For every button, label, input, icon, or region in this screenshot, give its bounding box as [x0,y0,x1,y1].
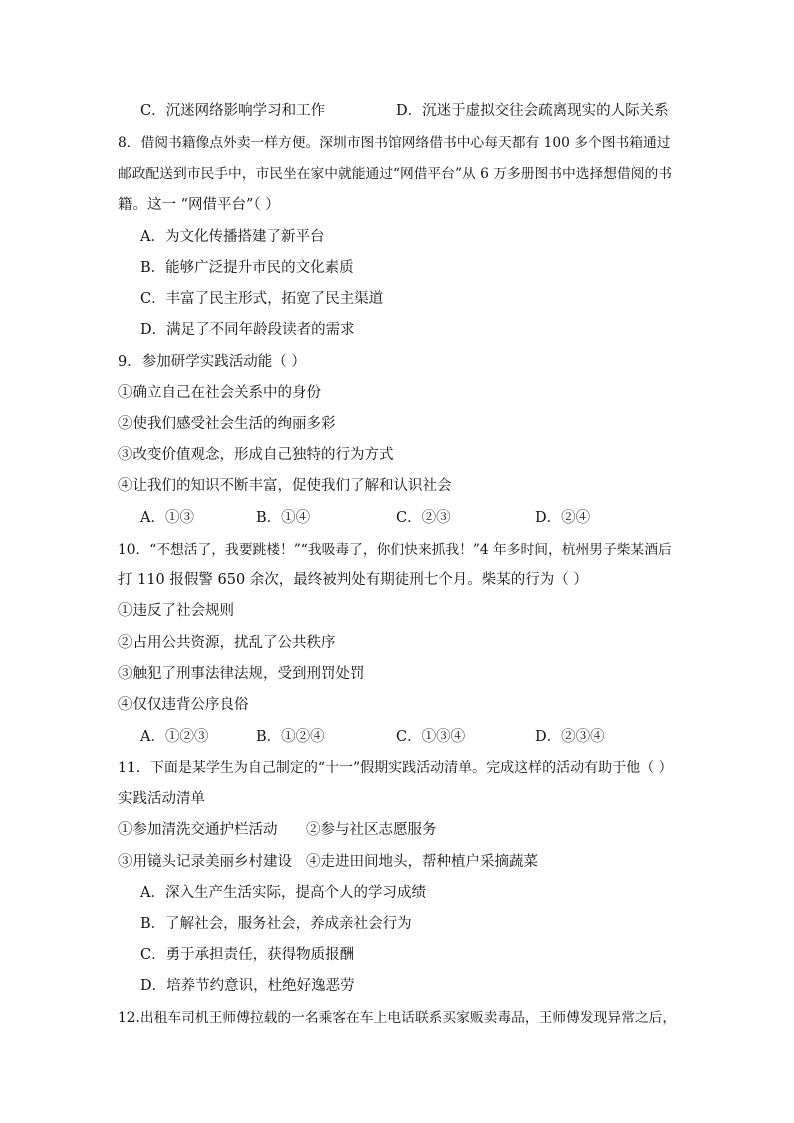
q9-choice-b: B．①④ [256,510,311,526]
q8-option-d: D．满足了不同年龄段读者的需求 [140,322,355,338]
q10-choices [0,727,794,747]
q8-option-a: A．为文化传播搭建了新平台 [140,229,325,245]
q8-stem-line-3: 籍。这一 “网借平台”（ ） [118,197,280,213]
q8-stem-line-2: 邮政配送到市民手中，市民坐在家中就能通过“网借平台”从 6 万多册图书中选择想借阅的书 [118,166,673,182]
q10-item-4: ④仅仅违背公序良俗 [118,697,249,713]
q11-option-a: A．深入生产生活实际，提高个人的学习成绩 [140,885,426,901]
q9-choice-a: A．①③ [140,510,194,526]
q11-list-row-2 [0,852,794,872]
q10-item-1: ①违反了社会规则 [118,603,234,619]
q10-item-3: ③触犯了刑事法律法规，受到刑罚处罚 [118,666,365,682]
q10-stem-line-2: 打 110 报假警 650 余次，最终被判处有期徒刑七个月。柴某的行为（ ） [118,572,588,588]
q9-item-2: ②使我们感受社会生活的绚丽多彩 [118,416,336,432]
q12-stem-line-1: 12.出租车司机王师傅拉载的一名乘客在车上电话联系买家贩卖毒品，王师傅发现异常之后， [118,1010,677,1026]
q11-list-item-4: ④走进田间地头，帮种植户采摘蔬菜 [306,854,538,870]
q10-choice-d: D．②③④ [535,729,605,745]
q10-item-2: ②占用公共资源，扰乱了公共秩序 [118,635,336,651]
q9-choice-d: D．②④ [535,510,591,526]
q9-item-4: ④让我们的知识不断丰富，促使我们了解和认识社会 [118,478,452,494]
q10-choice-c: C．①③④ [396,729,466,745]
q11-list-row-1 [0,820,794,840]
q7-option-d: D．沉迷于虚拟交往会疏离现实的人际关系 [396,103,669,119]
q10-choice-b: B．①②④ [256,729,325,745]
q9-item-3: ③改变价值观念，形成自己独特的行为方式 [118,447,394,463]
q11-list-item-2: ②参与社区志愿服务 [306,822,437,838]
q8-option-b: B．能够广泛提升市民的文化素质 [140,260,354,276]
q11-list-item-3: ③用镜头记录美丽乡村建设 [118,854,292,870]
q11-list-item-1: ①参加清洗交通护栏活动 [118,822,278,838]
q10-stem-line-1: 10．“不想活了，我要跳楼！”“我吸毒了，你们快来抓我！”4 年多时间，杭州男子柴某酒后 [118,542,672,558]
q11-option-c: C．勇于承担责任，获得物质报酬 [140,947,355,963]
q11-stem: 11．下面是某学生为自己制定的“十一”假期实践活动清单。完成这样的活动有助于他（ ） [118,760,673,776]
q8-option-c: C．丰富了民主形式，拓宽了民主渠道 [140,291,384,307]
q7-option-c: C．沉迷网络影响学习和工作 [140,103,326,119]
q8-stem-line-1: 8．借阅书籍像点外卖一样方便。深圳市图书馆网络借书中心每天都有 100 多个图书箱通过 [118,135,671,151]
q10-choice-a: A．①②③ [140,729,209,745]
q11-list-title: 实践活动清单 [118,791,205,807]
q11-option-d: D．培养节约意识，杜绝好逸恶劳 [140,978,355,994]
q11-option-b: B．了解社会，服务社会，养成亲社会行为 [140,916,412,932]
q9-choices [0,508,794,528]
q9-choice-c: C．②③ [396,510,451,526]
q9-stem: 9．参加研学实践活动能（ ） [118,354,306,370]
q9-item-1: ①确立自己在社会关系中的身份 [118,385,321,401]
